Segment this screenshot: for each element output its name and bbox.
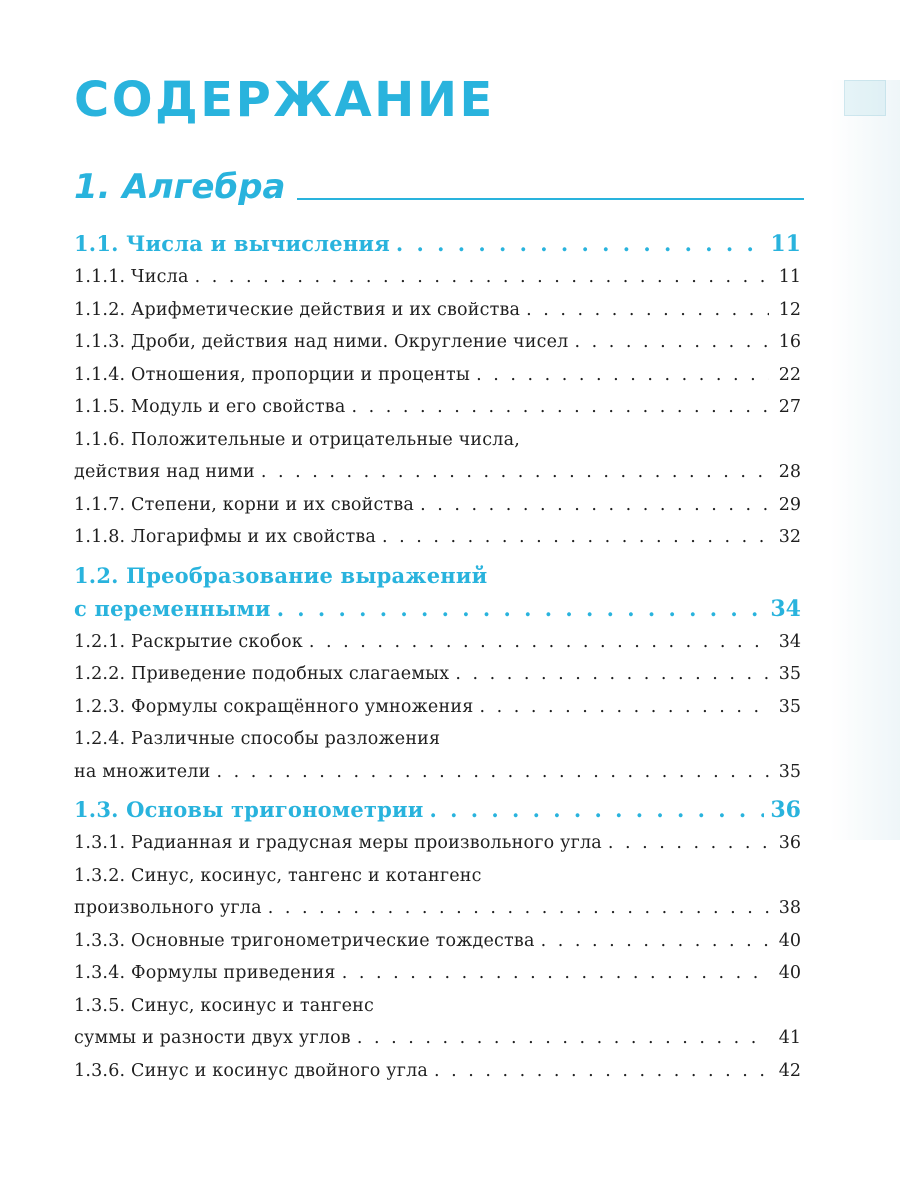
table-of-contents [74,222,801,1087]
toc-entry-1-2-3[interactable] [74,691,801,724]
entry-page: 36 [778,833,801,853]
toc-section-1-3[interactable] [74,794,801,827]
entry-page: 11 [778,267,801,287]
toc-entry-1-1-4[interactable] [74,359,801,392]
part-heading [74,167,804,207]
dot-leader [526,294,769,326]
entry-label: 1.2.3. Формулы сокращённого умножения [74,696,474,717]
page-bleed-through [830,80,900,840]
toc-entry-1-1-7[interactable] [74,489,801,522]
entry-label: 1.3.3. Основные тригонометрические тождества [74,930,535,951]
entry-label: 1.1.7. Степени, корни и их свойства [74,494,415,515]
dot-leader [342,957,769,989]
dot-leader [357,1022,769,1054]
entry-label: 1.2.1. Раскрытие скобок [74,631,303,652]
toc-entry-1-3-6[interactable] [74,1055,801,1088]
dot-leader [608,827,769,859]
section-label: 1.1. Числа и вычисления [74,231,390,256]
dot-leader [479,691,769,723]
entry-label-continued: произвольного угла [74,898,262,918]
entry-page: 22 [778,364,801,385]
toc-section-1-2[interactable] [74,560,801,626]
entry-label: 1.1.6. Положительные и отрицательные числа, [74,429,520,450]
dot-leader [277,593,765,625]
entry-label: 1.2.4. Различные способы разложения [74,729,441,749]
toc-entry-1-1-6[interactable] [74,424,801,489]
page-bleed-marker [844,80,886,116]
entry-page: 42 [778,1060,801,1081]
section-page: 36 [770,797,801,823]
dot-leader [430,794,765,826]
dot-leader [455,658,769,690]
toc-entry-1-1-2[interactable] [74,294,801,327]
dot-leader [309,626,769,658]
entry-page: 40 [778,930,801,951]
entry-page: 38 [778,898,801,918]
page-title: СОДЕРЖАНИЕ [74,72,495,128]
entry-page: 34 [778,631,801,652]
entry-label: 1.3.4. Формулы приведения [74,963,336,983]
dot-leader [216,756,769,788]
dot-leader [396,228,764,260]
entry-page: 41 [778,1028,801,1048]
entry-label: 1.3.2. Синус, косинус, тангенс и котангенс [74,865,482,886]
entry-label: 1.1.3. Дроби, действия над ними. Округление чисел [74,332,569,352]
entry-label: 1.1.2. Арифметические действия и их свойства [74,299,521,320]
section-label: 1.2. Преобразование выражений [74,562,488,588]
dot-leader [268,892,769,924]
dot-leader [382,521,769,553]
toc-entry-1-3-2[interactable] [74,860,801,925]
toc-entry-1-1-1[interactable] [74,261,801,294]
entry-page: 40 [778,963,801,983]
entry-page: 35 [778,696,801,717]
toc-entry-1-1-5[interactable] [74,391,801,424]
entry-page: 28 [778,462,801,482]
entry-label: 1.2.2. Приведение подобных слагаемых [74,664,450,684]
entry-label-continued: суммы и разности двух углов [74,1028,351,1048]
entry-label-continued: действия над ними [74,462,255,482]
section-label-continued: с переменными [74,595,271,621]
dot-leader [434,1055,769,1087]
dot-leader [195,261,769,293]
entry-label: 1.1.4. Отношения, пропорции и проценты [74,364,471,385]
toc-entry-1-2-2[interactable] [74,658,801,691]
toc-entry-1-2-4[interactable] [74,723,801,788]
entry-page: 32 [778,527,801,547]
entry-page: 35 [778,761,801,782]
entry-label-continued: на множители [74,761,211,782]
toc-section-1-1[interactable] [74,228,801,261]
section-page: 34 [770,595,801,622]
entry-label: 1.3.5. Синус, косинус и тангенс [74,995,375,1016]
part-underline [297,198,804,200]
toc-entry-1-3-5[interactable] [74,990,801,1055]
entry-label: 1.3.6. Синус и косинус двойного угла [74,1060,429,1081]
dot-leader [541,925,769,957]
section-label: 1.3. Основы тригонометрии [74,797,424,822]
entry-page: 27 [778,397,801,417]
entry-label: 1.3.1. Радианная и градусная меры произвольного угла [74,833,602,853]
entry-label: 1.1.5. Модуль и его свойства [74,397,346,417]
entry-label: 1.1.1. Числа [74,267,189,287]
dot-leader [351,391,769,423]
toc-entry-1-3-1[interactable] [74,827,801,860]
toc-entry-1-1-3[interactable] [74,326,801,359]
entry-page: 12 [778,299,801,320]
entry-page: 35 [778,664,801,684]
toc-entry-1-2-1[interactable] [74,626,801,659]
dot-leader [420,489,769,521]
section-page: 11 [770,231,801,257]
entry-page: 16 [778,332,801,352]
dot-leader [476,359,769,391]
entry-label: 1.1.8. Логарифмы и их свойства [74,527,377,547]
toc-entry-1-3-4[interactable] [74,957,801,990]
toc-entry-1-3-3[interactable] [74,925,801,958]
dot-leader [575,326,770,358]
dot-leader [261,456,769,488]
entry-page: 29 [778,494,801,515]
part-title: 1. Алгебра [74,167,286,207]
toc-entry-1-1-8[interactable] [74,521,801,554]
